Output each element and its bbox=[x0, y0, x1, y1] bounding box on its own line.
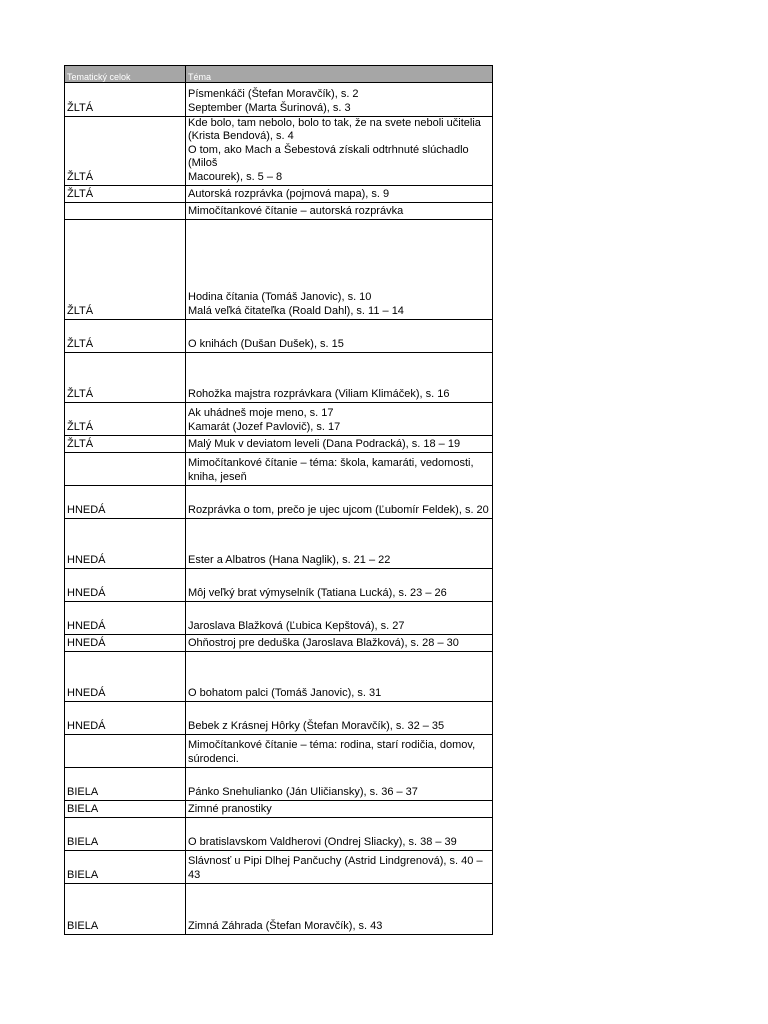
celok-cell: ŽLTÁ bbox=[65, 220, 186, 320]
table-row bbox=[65, 436, 493, 453]
table-row bbox=[65, 486, 493, 519]
tema-cell: Písmenkáči (Štefan Moravčík), s. 2 September (Marta Šurinová), s. 3 bbox=[186, 83, 493, 117]
tema-cell: Jaroslava Blažková (Ľubica Kepštová), s. 27 bbox=[186, 602, 493, 635]
celok-cell: HNEDÁ bbox=[65, 569, 186, 602]
celok-cell bbox=[65, 203, 186, 220]
celok-cell: HNEDÁ bbox=[65, 519, 186, 569]
table-row bbox=[65, 735, 493, 768]
celok-cell: ŽLTÁ bbox=[65, 117, 186, 186]
table-row bbox=[65, 702, 493, 735]
table-row bbox=[65, 83, 493, 117]
tema-cell: Mimočítankové čítanie – téma: škola, kamaráti, vedomosti, kniha, jeseň bbox=[186, 453, 493, 486]
table-row bbox=[65, 635, 493, 652]
celok-cell bbox=[65, 735, 186, 768]
header-tema: Téma bbox=[186, 66, 493, 83]
table-row bbox=[65, 117, 493, 186]
celok-cell: BIELA bbox=[65, 818, 186, 851]
celok-cell: BIELA bbox=[65, 768, 186, 801]
table-row bbox=[65, 453, 493, 486]
tema-cell: Mimočítankové čítanie – autorská rozprávka bbox=[186, 203, 493, 220]
tema-cell: O bratislavskom Valdherovi (Ondrej Sliacky), s. 38 – 39 bbox=[186, 818, 493, 851]
table-row bbox=[65, 353, 493, 403]
tema-cell: Ak uhádneš moje meno, s. 17 Kamarát (Jozef Pavlovič), s. 17 bbox=[186, 403, 493, 436]
celok-cell: ŽLTÁ bbox=[65, 436, 186, 453]
table-row bbox=[65, 851, 493, 884]
celok-cell: ŽLTÁ bbox=[65, 83, 186, 117]
celok-cell: ŽLTÁ bbox=[65, 320, 186, 353]
tema-cell: Zimné pranostiky bbox=[186, 801, 493, 818]
celok-cell: HNEDÁ bbox=[65, 702, 186, 735]
tema-cell: Slávnosť u Pipi Dlhej Pančuchy (Astrid Lindgrenová), s. 40 – 43 bbox=[186, 851, 493, 884]
tema-cell: Ohňostroj pre deduška (Jaroslava Blažková), s. 28 – 30 bbox=[186, 635, 493, 652]
tema-cell: Môj veľký brat výmyselník (Tatiana Lucká), s. 23 – 26 bbox=[186, 569, 493, 602]
table-row bbox=[65, 519, 493, 569]
celok-cell: HNEDÁ bbox=[65, 486, 186, 519]
celok-cell: HNEDÁ bbox=[65, 652, 186, 702]
tema-cell: O bohatom palci (Tomáš Janovic), s. 31 bbox=[186, 652, 493, 702]
table-row bbox=[65, 220, 493, 320]
celok-cell: ŽLTÁ bbox=[65, 353, 186, 403]
header-row bbox=[65, 66, 493, 83]
table-row bbox=[65, 320, 493, 353]
tema-cell: Bebek z Krásnej Hôrky (Štefan Moravčík), s. 32 – 35 bbox=[186, 702, 493, 735]
tema-cell: Rozprávka o tom, prečo je ujec ujcom (Ľubomír Feldek), s. 20 bbox=[186, 486, 493, 519]
theme-table bbox=[64, 65, 493, 935]
tema-cell: O knihách (Dušan Dušek), s. 15 bbox=[186, 320, 493, 353]
tema-cell: Mimočítankové čítanie – téma: rodina, starí rodičia, domov, súrodenci. bbox=[186, 735, 493, 768]
celok-cell: ŽLTÁ bbox=[65, 186, 186, 203]
tema-cell: Autorská rozprávka (pojmová mapa), s. 9 bbox=[186, 186, 493, 203]
table-row bbox=[65, 602, 493, 635]
tema-cell: Hodina čítania (Tomáš Janovic), s. 10 Malá veľká čitateľka (Roald Dahl), s. 11 – 14 bbox=[186, 220, 493, 320]
tema-cell: Zimná Záhrada (Štefan Moravčík), s. 43 bbox=[186, 884, 493, 935]
table-row bbox=[65, 884, 493, 935]
celok-cell: BIELA bbox=[65, 884, 186, 935]
tema-cell: Pánko Snehulianko (Ján Uličiansky), s. 36 – 37 bbox=[186, 768, 493, 801]
tema-cell: Ester a Albatros (Hana Naglik), s. 21 – 22 bbox=[186, 519, 493, 569]
celok-cell: BIELA bbox=[65, 801, 186, 818]
table-row bbox=[65, 569, 493, 602]
celok-cell: HNEDÁ bbox=[65, 635, 186, 652]
table-row bbox=[65, 403, 493, 436]
header-celok: Tematický celok bbox=[65, 66, 186, 83]
celok-cell: ŽLTÁ bbox=[65, 403, 186, 436]
celok-cell: HNEDÁ bbox=[65, 602, 186, 635]
celok-cell: BIELA bbox=[65, 851, 186, 884]
table-row bbox=[65, 186, 493, 203]
table-row bbox=[65, 652, 493, 702]
spreadsheet-sheet bbox=[64, 65, 492, 935]
table-row bbox=[65, 203, 493, 220]
tema-cell: Rohožka majstra rozprávkara (Viliam Klimáček), s. 16 bbox=[186, 353, 493, 403]
celok-cell bbox=[65, 453, 186, 486]
tema-cell: Kde bolo, tam nebolo, bolo to tak, že na svete neboli učitelia (Krista Bendová), s. 4 O tom, ako Mach a Šebestová získali odtrhnuté slúchadlo (Miloš Macourek), s. 5 – 8 bbox=[186, 117, 493, 186]
table-row bbox=[65, 768, 493, 801]
tema-cell: Malý Muk v deviatom leveli (Dana Podracká), s. 18 – 19 bbox=[186, 436, 493, 453]
table-row bbox=[65, 818, 493, 851]
table-row bbox=[65, 801, 493, 818]
